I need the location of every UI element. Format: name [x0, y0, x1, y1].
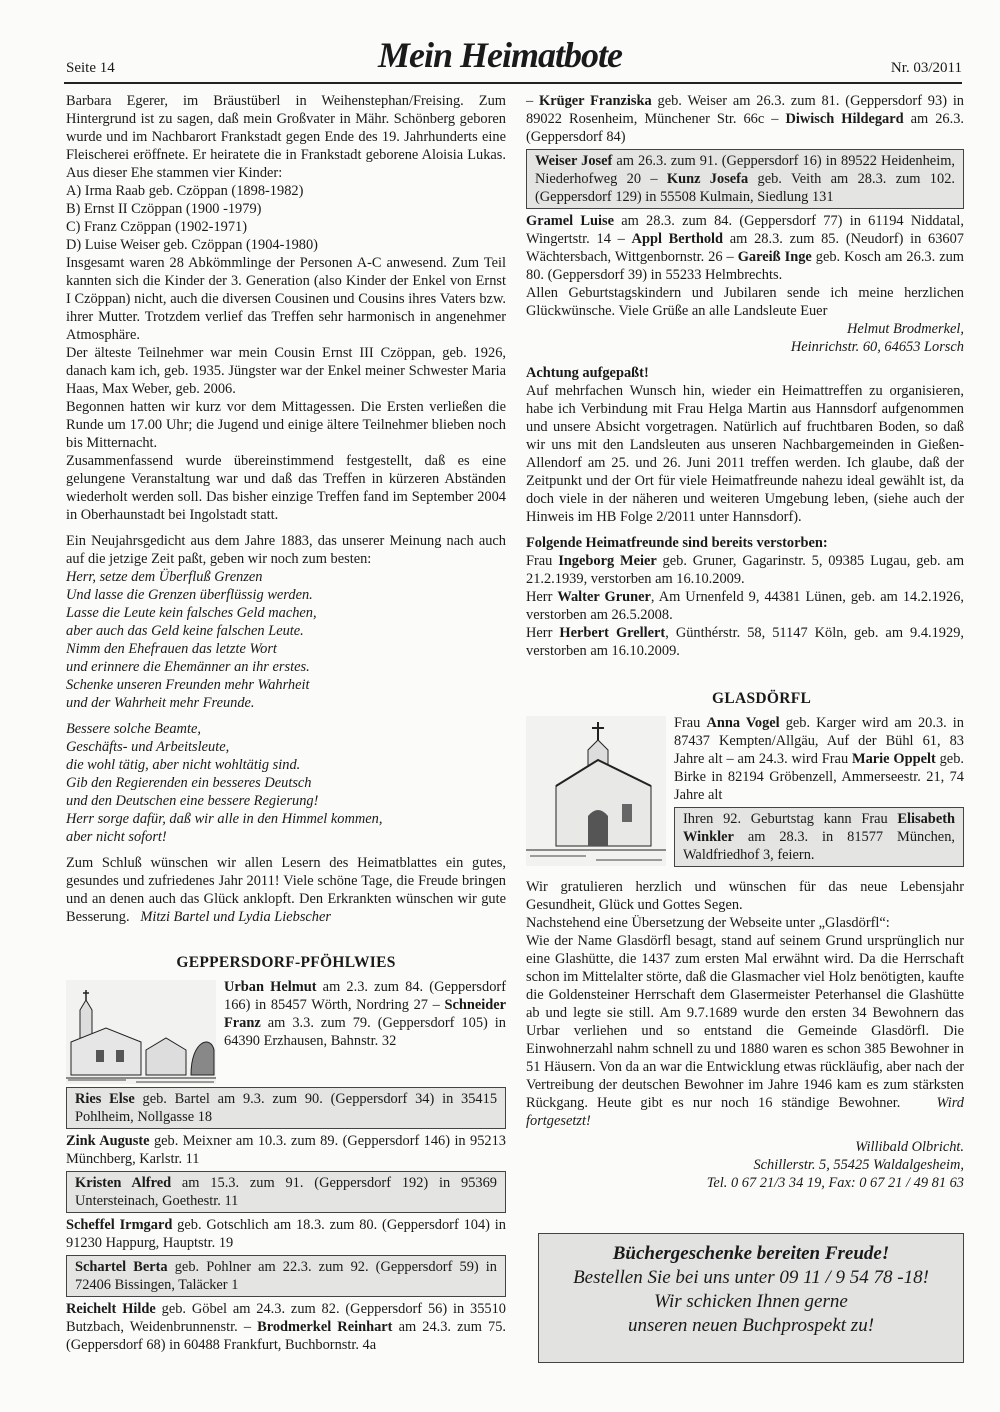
paragraph: Zusammenfassend wurde übereinstimmend festgestellt, daß es eine gelungene Veranstaltung war und daß das Treffen in kürzeren Abständen wiederholt werden soll. Das bisher einzige Treffen fand im September 2004 in Oberhaunstadt bei Ingolstadt statt. — [66, 453, 506, 523]
poem-line: Nimm den Ehefrauen das letzte Wort — [66, 641, 277, 657]
deceased-heading: Folgende Heimatfreunde sind bereits verstorben: — [526, 535, 828, 551]
poem-line: Und lasse die Grenzen überflüssig werden. — [66, 587, 313, 603]
entry-text: am 28.3. zum 84. (Geppersdorf 77) in 61194 Niddatal, Wingertstr. 14 – — [526, 213, 964, 247]
chapel-illustration — [526, 716, 666, 866]
paragraph: Begonnen hatten wir kurz vor dem Mittagessen. Die Ersten verließen die Runde um 17.00 Uhr; die Jugend und einige ältere Teilnehmer blieben noch bis Mitternacht. — [66, 399, 506, 451]
poem-line: und den Deutschen eine bessere Regierung! — [66, 793, 319, 809]
person-name: Ries Else — [75, 1091, 135, 1107]
entry-text: , Günthérstr. 58, 51147 Köln, geb. am 9.4.1929, verstorben am 16.10.2009. — [526, 625, 964, 659]
birthday-entry — [66, 1300, 506, 1354]
masthead-title: Mein Heimatbote — [378, 35, 622, 75]
poem-line: Gib den Regierenden ein besseres Deutsch — [66, 775, 312, 791]
entry-text: geb. Göbel am 24.3. zum 82. (Geppersdorf 56) in 35510 Butzbach, Weidenbrunnenstr. – — [66, 1301, 506, 1335]
entry-text: geb. Karger wird am 20.3. in 87437 Kempten/Allgäu, Auf der Bühl 61, 83 Jahre alt – am 24.3. wird Frau — [674, 715, 964, 767]
issue-number: Nr. 03/2011 — [890, 60, 962, 76]
promo-headline: Büchergeschenke bereiten Freude! — [612, 1243, 890, 1264]
highlighted-entry — [66, 1255, 506, 1297]
poem-line: aber nicht sofort! — [66, 829, 167, 845]
obituary-entry — [526, 552, 964, 588]
birthday-entry — [66, 1216, 506, 1252]
entry-text: geb. Pohlner am 22.3. zum 92. (Geppersdorf 59) in 72406 Bissingen, Taläcker 1 — [75, 1259, 497, 1293]
village-church-illustration — [66, 980, 216, 1084]
person-name: Schneider Franz — [224, 997, 506, 1031]
person-name: Marie Oppelt — [851, 751, 936, 767]
person-name: Diwisch Hildegard — [785, 111, 904, 127]
person-name: Reichelt Hilde — [66, 1301, 156, 1317]
poem-line: Geschäfts- und Arbeitsleute, — [66, 739, 230, 755]
list-item: D) Luise Weiser geb. Czöppan (1904-1980) — [66, 237, 318, 253]
entry-text: Ihren 92. Geburtstag kann Frau — [683, 811, 898, 827]
right-column — [526, 92, 964, 1192]
entry-text: geb. Kosch am 26.3. zum 80. (Geppersdorf 39) in 55233 Helmbrechts. — [526, 249, 964, 283]
entry-text: geb. Birke in 82194 Gröbenzell, Ammerseestr. 21, 74 Jahre alt — [674, 751, 964, 803]
signature-contact: Tel. 0 67 21/3 34 19, Fax: 0 67 21 / 49 81 63 — [706, 1175, 964, 1191]
book-promo-box — [538, 1233, 964, 1363]
entry-text: geb. Gotschlich am 18.3. zum 80. (Geppersdorf 104) in 91230 Happurg, Hauptstr. 19 — [66, 1217, 506, 1251]
entry-text: am 26.3. (Geppersdorf 84) — [526, 111, 965, 145]
signature-address: Heinrichstr. 60, 64653 Lorsch — [790, 339, 964, 355]
poem-line: Lasse die Leute kein falsches Geld machen, — [66, 605, 317, 621]
person-name: Gareiß Inge — [737, 249, 812, 265]
person-name: Ingeborg Meier — [558, 553, 657, 569]
entry-text: geb. Gruner, Gagarinstr. 5, 09385 Lugau, geb. am 21.2.1939, verstorben am 16.10.2009. — [526, 553, 965, 587]
paragraph: Allen Geburtstagskindern und Jubilaren sende ich meine herzlichen Glückwünsche. Viele Grüße an alle Landsleute Euer — [526, 285, 964, 319]
left-column — [66, 92, 506, 1354]
poem-line: Bessere solche Beamte, — [66, 721, 201, 737]
poem-stanza-1 — [66, 568, 506, 712]
paragraph: Auf mehrfachen Wunsch hin, wieder ein Heimattreffen zu organisieren, habe ich Verbindung mit Frau Helga Martin aus Hannsdorf aufgenommen und unsere Absicht vorgetragen. Natürlich auf fruchtbaren Boden, so daß wir uns mit den Landsleuten aus unseren Nachbargemeinden in Gießen-Allendorf am 25. und 26. Juni 2011 treffen werden. Ich glaube, daß der Zeitpunkt und der Ort für viele Heimatfreunde nahezu ideal gewählt ist, da doch viele in der näheren und weiteren Umgebung leben, (siehe auch der Hinweis im HB Folge 2/2011 unter Hannsdorf). — [526, 383, 964, 525]
closing-text: Zum Schluß wünschen wir allen Lesern des Heimatblattes ein gutes, gesundes und zufriedenes Jahr 2011! Viele schöne Tage, die Freude bringen und an denen auch das Glück anklopft. Den Erkrankten wünschen wir gute Besserung. — [66, 855, 506, 925]
birthday-entry — [66, 1132, 506, 1168]
person-name: Kristen Alfred — [75, 1175, 172, 1191]
entry-text: geb. Weiser am 26.3. zum 81. (Geppersdorf 93) in 89022 Rosenheim, Münchener Str. 66c – — [526, 93, 965, 127]
entry-text: Frau — [674, 715, 707, 731]
person-name: Scheffel Irmgard — [66, 1217, 173, 1233]
entry-text: am 26.3. zum 91. (Geppersdorf 16) in 89522 Heidenheim, Niederhofweg 20 – — [535, 153, 955, 187]
entry-text: am 2.3. zum 84. (Geppersdorf 166) in 85457 Wörth, Nordring 27 – — [224, 979, 506, 1013]
person-name: Gramel Luise — [526, 213, 614, 229]
paragraph: Der älteste Teilnehmer war mein Cousin Ernst III Czöppan, geb. 1926, danach kam ich, geb. 1935. Jüngster war der Enkel meiner Schwester Maria Haas, Max Weber, geb. 2006. — [66, 345, 506, 397]
person-name: Elisabeth Winkler — [683, 811, 955, 845]
paragraph: Nachstehend eine Übersetzung der Webseite unter „Glasdörfl“: — [526, 915, 890, 931]
poem-line: Herr sorge dafür, daß wir alle in den Himmel kommen, — [66, 811, 383, 827]
person-name: Zink Auguste — [66, 1133, 150, 1149]
entry-text: am 28.3. zum 85. (Neudorf) in 63607 Wächtersbach, Wittgenbornstr. 26 – — [526, 231, 964, 265]
list-item: C) Franz Czöppan (1902-1971) — [66, 219, 248, 235]
birthday-entry — [526, 92, 964, 146]
entry-text: am 15.3. zum 91. (Geppersdorf 192) in 95369 Untersteinach, Goethestr. 11 — [75, 1175, 497, 1209]
signature: Willibald Olbricht. — [855, 1139, 964, 1155]
history-text: Wie der Name Glasdörfl besagt, stand auf seinem Grund ursprünglich nur eine Glashütte, die 1437 zum ersten Mal erwähnt wird. Da die Herrschaft schon im Mittelalter störte, daß die Glasmacher viel Holz benötigten, kaufte die Goldensteiner Herrschaft dem Glasermeister Peterhansel die Glashütte ab und legte sie still. Am 9.7.1689 wurde den ersten 34 Bewohnern das Urbar verliehen und so entstand die Gemeinde Glasdörfl. Die Einwohnerzahl nahm schnell zu und 1880 waren es schon 385 Bewohner in 51 Häusern. Von da an war die Entwicklung etwas rückläufig, aber nach der Vertreibung der deutschen Bewohner im Jahre 1946 kam es zum stärksten Rückgang. Heute gibt es nur noch 16 ständige Bewohner. — [526, 933, 964, 1111]
poem-line: und der Wahrheit mehr Freunde. — [66, 695, 255, 711]
promo-line: unseren neuen Buchprospekt zu! — [627, 1315, 875, 1336]
person-name: Kunz Josefa — [666, 171, 749, 187]
entry-text: geb. Meixner am 10.3. zum 89. (Geppersdorf 146) in 95213 Münchberg, Karlstr. 11 — [66, 1133, 506, 1167]
signature: Helmut Brodmerkel, — [847, 321, 964, 337]
poem-line: aber auch das Geld keine falschen Leute. — [66, 623, 304, 639]
person-name: Appl Berthold — [631, 231, 724, 247]
paragraph: Ein Neujahrsgedicht aus dem Jahre 1883, das unserer Meinung nach auch auf die jetzige Zeit paßt, geben wir noch zum besten: — [66, 533, 506, 567]
person-name: Anna Vogel — [706, 715, 780, 731]
paragraph: Insgesamt waren 28 Abkömmlinge der Personen A-C anwesend. Zum Teil kannten sich die Kinder der 3. Generation (also Kinder der Enkel von Ernst I Czöppan) nicht, auch die diversen Cousinen und Cousins ihres Vaters bzw. ihrer Mutter. Trotzdem verlief das Treffen sehr harmonisch in angenehmer Atmosphäre. — [66, 255, 506, 343]
poem-line: Herr, setze dem Überfluß Grenzen — [66, 569, 263, 585]
highlighted-entry — [526, 149, 964, 209]
poem-stanza-2 — [66, 720, 506, 846]
list-item: A) Irma Raab geb. Czöppan (1898-1982) — [66, 183, 304, 199]
continued-note: Wird fortgesetzt! — [526, 1095, 964, 1129]
obituary-entry — [526, 588, 964, 624]
paragraph — [526, 932, 964, 1130]
page-header — [0, 0, 1000, 90]
entry-text: – — [526, 93, 540, 109]
section-title-glasdoerfl: GLASDÖRFL — [712, 690, 812, 707]
signature-address: Schillerstr. 5, 55425 Waldalgesheim, — [753, 1157, 964, 1173]
entry-text: am 3.3. zum 79. (Geppersdorf 105) in 64390 Erzhausen, Bahnstr. 32 — [224, 1015, 506, 1049]
entry-text: Herr — [526, 589, 558, 605]
poem-line: Schenke unseren Freunden mehr Wahrheit — [66, 677, 310, 693]
entry-text: , Am Urnenfeld 9, 44381 Lünen, geb. am 14.2.1926, verstorben am 26.5.2008. — [526, 589, 964, 623]
highlighted-entry — [66, 1171, 506, 1213]
obituary-entry — [526, 624, 964, 660]
attention-heading: Achtung aufgepaßt! — [526, 365, 649, 381]
person-name: Walter Gruner — [557, 589, 651, 605]
person-name: Krüger Franziska — [539, 93, 652, 109]
section-title-geppersdorf: GEPPERSDORF-PFÖHLWIES — [176, 954, 396, 971]
promo-line: Wir schicken Ihnen gerne — [654, 1291, 848, 1312]
entry-text: geb. Veith am 28.3. zum 102. (Geppersdorf 129) in 55508 Kulmain, Siedlung 131 — [535, 171, 955, 205]
person-name: Brodmerkel Reinhart — [257, 1319, 393, 1335]
poem-line: die wohl tätig, aber nicht wohltätig sind. — [66, 757, 301, 773]
person-name: Schartel Berta — [75, 1259, 168, 1275]
entry-text: am 24.3. zum 75. (Geppersdorf 68) in 60488 Frankfurt, Buchbornstr. 4a — [66, 1319, 506, 1353]
list-item: B) Ernst II Czöppan (1900 -1979) — [66, 201, 262, 217]
paragraph — [66, 854, 506, 926]
highlighted-entry — [66, 1087, 506, 1129]
entry-text: Herr — [526, 625, 560, 641]
entry-text: Frau — [526, 553, 559, 569]
promo-phone-line: Bestellen Sie bei uns unter 09 11 / 9 54 78 -18! — [573, 1267, 929, 1288]
header-rule — [64, 82, 962, 84]
entry-text: geb. Bartel am 9.3. zum 90. (Geppersdorf 34) in 35415 Pohlheim, Nollgasse 18 — [75, 1091, 498, 1125]
person-name: Herbert Grellert — [559, 625, 666, 641]
paragraph: Wir gratulieren herzlich und wünschen für das neue Lebensjahr Gesundheit, Glück und Gottes Segen. — [526, 879, 964, 913]
poem-line: und erinnere die Ehemänner an ihr erstes. — [66, 659, 310, 675]
signature: Mitzi Bartel und Lydia Liebscher — [140, 909, 331, 925]
person-name: Weiser Josef — [535, 153, 613, 169]
page-number: Seite 14 — [66, 60, 115, 76]
highlighted-entry — [674, 807, 964, 867]
person-name: Urban Helmut — [224, 979, 317, 995]
paragraph: Barbara Egerer, im Bräustüberl in Weihenstephan/Freising. Zum Hintergrund ist zu sagen, daß mein Großvater in Mähr. Schönberg geboren wurde und im Nachbarort Frankstadt gegen Ende des 19. Jahrhunderts eine Fleischerei eröffnete. Er heiratete die in Frankstadt geborene Aloisia Lukas. Aus dieser Ehe stammen vier Kinder: — [66, 93, 506, 181]
birthday-entry — [526, 212, 964, 284]
entry-text: am 28.3. in 81577 München, Waldfriedhof 3, feiern. — [683, 829, 955, 863]
